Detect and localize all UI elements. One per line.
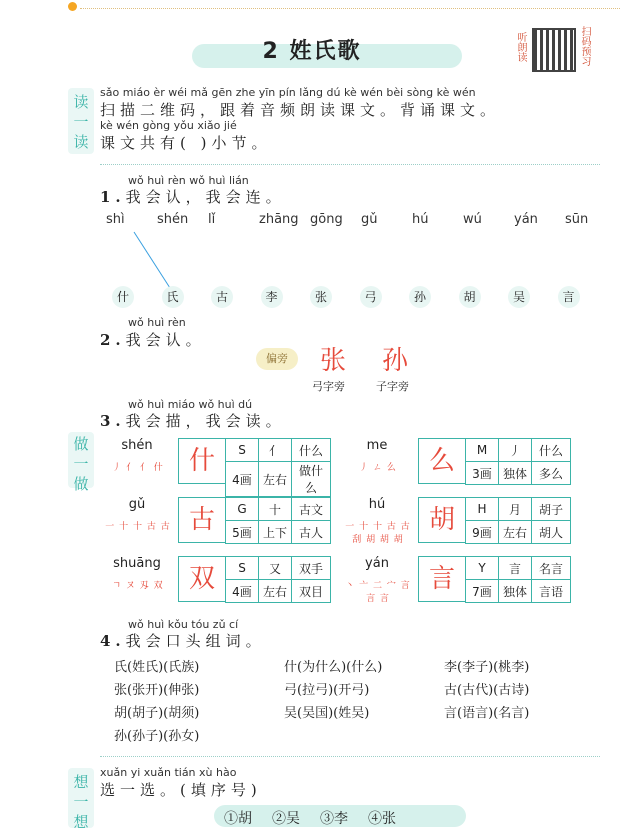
card-word2: 多么 <box>532 462 571 485</box>
card-word1: 胡子 <box>532 498 571 521</box>
word-group: 胡(胡子)(胡须) <box>114 706 200 721</box>
card-trace-char[interactable]: 双 <box>178 556 226 602</box>
card-info-table <box>465 438 571 485</box>
card-struct: 独体 <box>499 462 532 485</box>
q1-char-option[interactable]: 弓 <box>360 286 382 308</box>
card-info-table <box>225 497 331 544</box>
card-stroke-order: 丿 亻 亻 什 <box>112 463 164 473</box>
card-info-table <box>465 497 571 544</box>
q1-char-option[interactable]: 古 <box>211 286 233 308</box>
card-word2: 做什么 <box>292 462 331 497</box>
q1-number: 1. <box>100 188 126 206</box>
q1-pinyin-option[interactable]: shì <box>106 212 125 227</box>
word-group: 孙(孙子)(孙女) <box>114 729 200 744</box>
read-line2-pinyin: kè wén gòng yǒu xiǎo jié <box>100 119 237 132</box>
qr-label-listen: 听朗读 <box>515 32 526 62</box>
card-struct: 独体 <box>499 580 532 603</box>
q1-char-option[interactable]: 氏 <box>162 286 184 308</box>
choice-option[interactable]: ①胡 <box>224 811 252 827</box>
options-row <box>224 808 464 828</box>
card-radical: 十 <box>259 498 292 521</box>
word-group: 什(为什么)(什么) <box>284 660 383 675</box>
read-line1-text: 扫描二维码，跟着音频朗读课文。背诵课文。 <box>100 101 501 119</box>
choice-option[interactable]: ②吴 <box>272 811 300 827</box>
qr-label-scan: 扫码预习 <box>579 26 590 66</box>
card-count: 9画 <box>466 521 499 544</box>
q1-pinyin: wǒ huì rèn wǒ huì lián <box>128 174 249 187</box>
think-tab <box>72 772 90 832</box>
card-word2: 双目 <box>292 580 331 603</box>
card-word1: 古文 <box>292 498 331 521</box>
card-word1: 什么 <box>532 439 571 462</box>
card-count: 3画 <box>466 462 499 485</box>
card-cap: Y <box>466 557 499 580</box>
word-group: 言(语言)(名言) <box>444 706 530 721</box>
card-pinyin: shuāng <box>113 556 161 571</box>
card-word1: 什么 <box>292 439 331 462</box>
card-cap: S <box>226 439 259 462</box>
word-group: 弓(拉弓)(开弓) <box>284 683 370 698</box>
card-word1: 双手 <box>292 557 331 580</box>
card-struct: 左右 <box>499 521 532 544</box>
q1-char-option[interactable]: 什 <box>112 286 134 308</box>
word-group: 吴(吴国)(姓吴) <box>284 706 370 721</box>
card-radical: 丿 <box>499 439 532 462</box>
card-radical: 亻 <box>259 439 292 462</box>
q4-text: 我会口头组词。 <box>125 632 266 650</box>
card-count: 4画 <box>226 580 259 603</box>
q4-number: 4. <box>100 632 126 650</box>
q1-char-option[interactable]: 孙 <box>409 286 431 308</box>
q1-pinyin-option[interactable]: zhāng <box>259 212 299 227</box>
q1-char-option[interactable]: 胡 <box>459 286 481 308</box>
q1-char-option[interactable]: 李 <box>261 286 283 308</box>
read-tab-label: 读一读 <box>73 93 89 151</box>
q2-char-sun <box>382 340 408 377</box>
q1-char-row <box>112 286 602 310</box>
q2-label2: 子字旁 <box>376 380 409 393</box>
card-cap: M <box>466 439 499 462</box>
think-text: 选一选。(填序号) <box>100 781 262 799</box>
q3-text: 我会描，我会读。 <box>125 412 286 430</box>
card-stroke-order: 一 十 十 古 古 刮 胡 胡 胡 <box>345 522 411 545</box>
card-stroke-order: ㄱ ヌ 刄 双 <box>112 581 164 591</box>
card-word1: 名言 <box>532 557 571 580</box>
card-info-table <box>225 438 331 497</box>
card-stroke-order: 一 十 十 古 古 <box>105 522 171 532</box>
card-pinyin: gǔ <box>128 497 146 512</box>
q1-pinyin-option[interactable]: wú <box>463 212 482 227</box>
card-struct: 左右 <box>259 580 292 603</box>
card-count: 5画 <box>226 521 259 544</box>
q1-char-option[interactable]: 吴 <box>508 286 530 308</box>
q1-drawn-line <box>134 232 170 288</box>
card-stroke-order: 丶 亠 二 宀 言 言 言 <box>345 581 411 604</box>
q2-pinyin: wǒ huì rèn <box>128 316 186 329</box>
card-struct: 左右 <box>259 462 292 497</box>
q1-pinyin-option[interactable]: hú <box>412 212 429 227</box>
card-stroke-order: 丿 ㄥ 么 <box>359 463 397 473</box>
q2-text: 我会认。 <box>125 331 206 349</box>
q2-heading <box>100 329 206 350</box>
q1-pinyin-option[interactable]: sūn <box>565 212 589 227</box>
card-radical: 月 <box>499 498 532 521</box>
q3-number: 3. <box>100 412 126 430</box>
card-struct: 上下 <box>259 521 292 544</box>
choice-option[interactable]: ③李 <box>320 811 348 827</box>
word-group: 张(张开)(伸张) <box>114 683 200 698</box>
q1-text: 我会认，我会连。 <box>125 188 286 206</box>
card-word2: 古人 <box>292 521 331 544</box>
q3-heading <box>100 410 286 431</box>
q1-pinyin-option[interactable]: gōng <box>310 212 343 227</box>
card-cap: G <box>226 498 259 521</box>
read-line1-pinyin: sǎo miáo èr wéi mǎ gēn zhe yīn pín lǎng dú kè wén bèi sòng kè wén <box>100 86 476 99</box>
card-count: 7画 <box>466 580 499 603</box>
card-pinyin: yán <box>365 556 389 571</box>
card-info-table <box>465 556 571 603</box>
radical-bubble: 偏旁 <box>256 348 298 370</box>
word-group: 李(李子)(桃李) <box>444 660 530 675</box>
card-cap: H <box>466 498 499 521</box>
q1-pinyin-option[interactable]: shén <box>157 212 189 227</box>
card-pinyin: hú <box>368 497 386 512</box>
card-trace-char[interactable]: 什 <box>178 438 226 484</box>
card-word2: 言语 <box>532 580 571 603</box>
card-radical: 言 <box>499 557 532 580</box>
q2-char-zhang <box>320 340 346 377</box>
card-trace-char[interactable]: 言 <box>418 556 466 602</box>
q2-number: 2. <box>100 331 126 349</box>
q1-pinyin-option[interactable]: lǐ <box>208 212 216 227</box>
q3-pinyin: wǒ huì miáo wǒ huì dú <box>128 398 253 411</box>
q1-pinyin-option[interactable]: gǔ <box>361 212 378 227</box>
q4-pinyin: wǒ huì kǒu tóu zǔ cí <box>128 618 239 631</box>
page-title: 2 姓氏歌 <box>262 39 362 64</box>
q2-char1: 张 <box>320 346 347 376</box>
card-trace-char[interactable]: 古 <box>178 497 226 543</box>
card-cap: S <box>226 557 259 580</box>
think-tab-label: 想一想 <box>73 773 89 831</box>
q4-heading <box>100 630 266 651</box>
card-pinyin: shén <box>121 438 153 453</box>
word-group: 古(古代)(古诗) <box>444 683 530 698</box>
do-tab-label: 做一做 <box>73 435 89 493</box>
word-group: 氏(姓氏)(氏族) <box>114 660 200 675</box>
card-pinyin: me <box>366 438 388 453</box>
section-divider-2 <box>100 756 600 757</box>
q1-char-option[interactable]: 言 <box>558 286 580 308</box>
card-trace-char[interactable]: 么 <box>418 438 466 484</box>
think-pinyin: xuǎn yi xuǎn tián xù hào <box>100 766 237 779</box>
q2-label1: 弓字旁 <box>312 380 345 393</box>
q2-char2: 孙 <box>382 346 409 376</box>
q1-char-option[interactable]: 张 <box>310 286 332 308</box>
card-radical: 又 <box>259 557 292 580</box>
read-line2-text: 课文共有( )小节。 <box>100 134 272 152</box>
card-word2: 胡人 <box>532 521 571 544</box>
card-trace-char[interactable]: 胡 <box>418 497 466 543</box>
q1-pinyin-option[interactable]: yán <box>514 212 538 227</box>
card-count: 4画 <box>226 462 259 497</box>
card-info-table <box>225 556 331 603</box>
choice-option[interactable]: ④张 <box>368 811 396 827</box>
